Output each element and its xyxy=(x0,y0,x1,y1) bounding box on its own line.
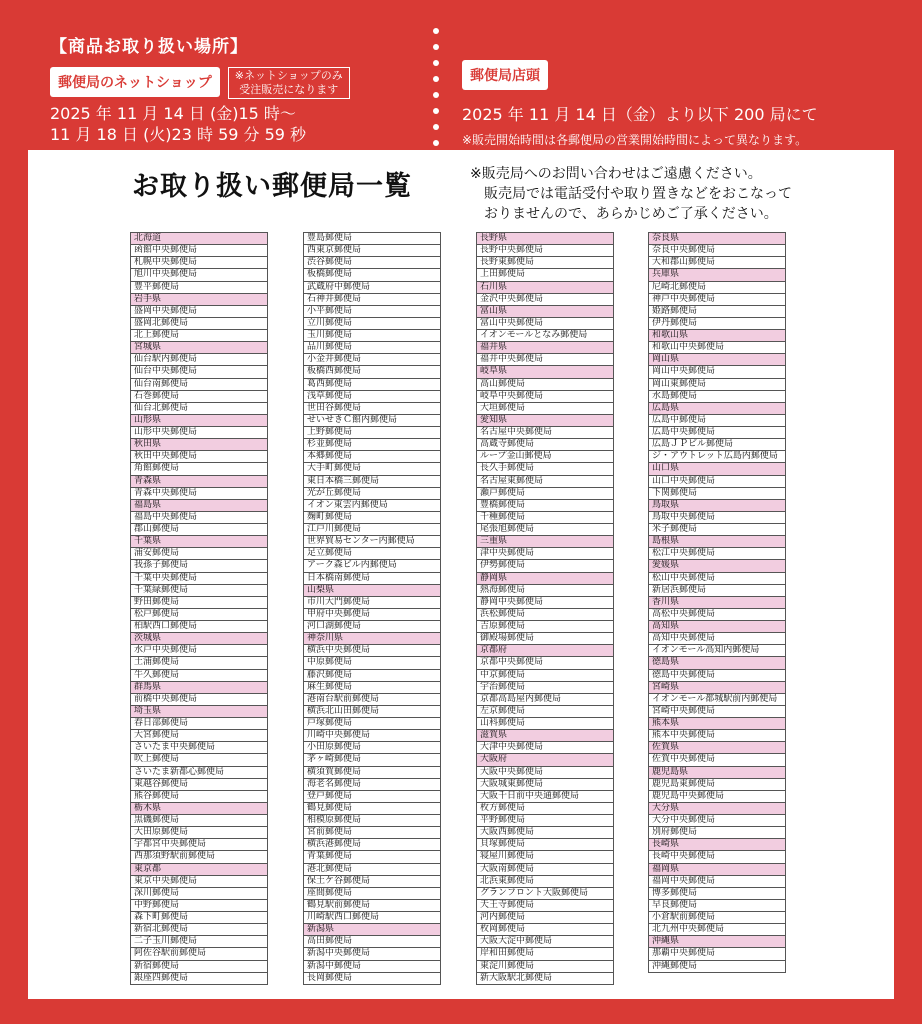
notice-line2: 販売局では電話受付や取り置きなどをおこなって xyxy=(484,186,792,202)
post-office-item: 那覇中央郵便局 xyxy=(648,948,786,960)
post-office-item: 和歌山中央郵便局 xyxy=(648,342,786,354)
post-office-item: 牛久郵便局 xyxy=(130,670,268,682)
post-office-item: 麻生郵便局 xyxy=(303,682,441,694)
store-date: 2025 年 11 月 14 日（金）より以下 200 局にて xyxy=(462,105,818,124)
post-office-item: 浅草郵便局 xyxy=(303,391,441,403)
post-office-item: 渋谷郵便局 xyxy=(303,257,441,269)
post-office-item: 柏駅西口郵便局 xyxy=(130,621,268,633)
post-office-item: 東淀川郵便局 xyxy=(476,961,614,973)
post-office-item: 仙台北郵便局 xyxy=(130,403,268,415)
post-office-item: 新宿郵便局 xyxy=(130,961,268,973)
post-office-item: 野田郵便局 xyxy=(130,597,268,609)
prefecture-header: 青森県 xyxy=(130,476,268,488)
prefecture-header: 静岡県 xyxy=(476,573,614,585)
post-office-item: 青森中央郵便局 xyxy=(130,488,268,500)
prefecture-header: 富山県 xyxy=(476,306,614,318)
post-office-item: 盛岡中央郵便局 xyxy=(130,306,268,318)
net-shop-note xyxy=(228,67,350,99)
prefecture-header: 北海道 xyxy=(130,233,268,245)
post-office-item: 函館中央郵便局 xyxy=(130,245,268,257)
post-office-item: 登戸郵便局 xyxy=(303,791,441,803)
post-office-item: 西那須野駅前郵便局 xyxy=(130,851,268,863)
prefecture-header: 高知県 xyxy=(648,621,786,633)
post-office-item: 小平郵便局 xyxy=(303,306,441,318)
post-office-item: 早良郵便局 xyxy=(648,900,786,912)
prefecture-header: 京都府 xyxy=(476,645,614,657)
post-office-item: 石神井郵便局 xyxy=(303,294,441,306)
prefecture-header: 熊本県 xyxy=(648,718,786,730)
post-office-item: 横須賀郵便局 xyxy=(303,767,441,779)
post-office-item: 郡山郵便局 xyxy=(130,524,268,536)
post-office-item: 二子玉川郵便局 xyxy=(130,936,268,948)
post-office-item: 光が丘郵便局 xyxy=(303,488,441,500)
post-office-item: 葛西郵便局 xyxy=(303,379,441,391)
prefecture-header: 大分県 xyxy=(648,803,786,815)
post-office-item: 浜松郵便局 xyxy=(476,609,614,621)
post-office-item: 富山中央郵便局 xyxy=(476,318,614,330)
prefecture-header: 愛知県 xyxy=(476,415,614,427)
post-office-item: 玉川郵便局 xyxy=(303,330,441,342)
post-office-item: せいせきＣ館内郵便局 xyxy=(303,415,441,427)
post-office-item: 伊丹郵便局 xyxy=(648,318,786,330)
prefecture-header: 茨城県 xyxy=(130,633,268,645)
post-office-item: 新居浜郵便局 xyxy=(648,585,786,597)
post-office-item: 寝屋川郵便局 xyxy=(476,851,614,863)
prefecture-header: 香川県 xyxy=(648,597,786,609)
store-date-note: ※販売開始時間は各郵便局の営業開始時間によって異なります。 xyxy=(462,133,808,147)
office-column-4 xyxy=(648,232,786,973)
post-office-item: 名古屋東郵便局 xyxy=(476,476,614,488)
post-office-item: 大阪南郵便局 xyxy=(476,864,614,876)
post-office-item: 枚岡郵便局 xyxy=(476,924,614,936)
post-office-item: 麹町郵便局 xyxy=(303,512,441,524)
post-office-item: 阿佐谷駅前郵便局 xyxy=(130,948,268,960)
post-office-item: 宮前郵便局 xyxy=(303,827,441,839)
post-office-item: 大阪中央郵便局 xyxy=(476,767,614,779)
prefecture-header: 栃木県 xyxy=(130,803,268,815)
post-office-item: 千葉中央郵便局 xyxy=(130,573,268,585)
section-title: 【商品お取り扱い場所】 xyxy=(50,37,248,57)
post-office-item: 豊平郵便局 xyxy=(130,282,268,294)
prefecture-header: 宮城県 xyxy=(130,342,268,354)
post-office-item: 大分中央郵便局 xyxy=(648,815,786,827)
net-shop-date-line2: 11 月 18 日 (火)23 時 59 分 59 秒 xyxy=(50,125,307,144)
post-office-item: 本郷郵便局 xyxy=(303,451,441,463)
post-office-item: 西東京郵便局 xyxy=(303,245,441,257)
post-office-item: 立川郵便局 xyxy=(303,318,441,330)
post-office-item: イオンモールとなみ郵便局 xyxy=(476,330,614,342)
post-office-item: 中原郵便局 xyxy=(303,657,441,669)
prefecture-header: 群馬県 xyxy=(130,682,268,694)
post-office-item: 奈良中央郵便局 xyxy=(648,245,786,257)
post-office-item: 千葉緑郵便局 xyxy=(130,585,268,597)
post-office-item: 佐賀中央郵便局 xyxy=(648,754,786,766)
post-office-item: 御殿場郵便局 xyxy=(476,633,614,645)
post-office-item: 伊勢郵便局 xyxy=(476,560,614,572)
post-office-item: 青葉郵便局 xyxy=(303,851,441,863)
post-office-item: 浦安郵便局 xyxy=(130,548,268,560)
post-office-item: 前橋中央郵便局 xyxy=(130,694,268,706)
post-office-item: 新潟中央郵便局 xyxy=(303,948,441,960)
header xyxy=(0,0,922,150)
post-office-item: 姫路郵便局 xyxy=(648,306,786,318)
post-office-item: 世田谷郵便局 xyxy=(303,403,441,415)
post-office-item: 世界貿易センター内郵便局 xyxy=(303,536,441,548)
page-title: お取り扱い郵便局一覧 xyxy=(132,171,412,202)
post-office-item: 横浜中央郵便局 xyxy=(303,645,441,657)
prefecture-header: 滋賀県 xyxy=(476,730,614,742)
post-office-item: 広島中央郵便局 xyxy=(648,427,786,439)
post-office-item: 福岡中央郵便局 xyxy=(648,876,786,888)
post-office-item: 東日本橋三郵便局 xyxy=(303,476,441,488)
dotted-divider xyxy=(433,28,441,156)
prefecture-header: 大阪府 xyxy=(476,754,614,766)
post-office-item: 銀座四郵便局 xyxy=(130,973,268,985)
net-shop-section xyxy=(50,32,420,145)
post-office-item: 上田郵便局 xyxy=(476,269,614,281)
prefecture-header: 千葉県 xyxy=(130,536,268,548)
post-office-item: 戸塚郵便局 xyxy=(303,718,441,730)
post-office-item: 長久手郵便局 xyxy=(476,463,614,475)
post-office-item: 金沢中央郵便局 xyxy=(476,294,614,306)
post-office-item: 角館郵便局 xyxy=(130,463,268,475)
post-office-item: 松江中央郵便局 xyxy=(648,548,786,560)
prefecture-header: 山形県 xyxy=(130,415,268,427)
post-office-item: 中京郵便局 xyxy=(476,670,614,682)
post-office-item: 秋田中央郵便局 xyxy=(130,451,268,463)
post-office-item: 横浜北山田郵便局 xyxy=(303,706,441,718)
post-office-item: 小金井郵便局 xyxy=(303,354,441,366)
post-office-item: 徳島中央郵便局 xyxy=(648,670,786,682)
post-office-item: ジ・アウトレット広島内郵便局 xyxy=(648,451,786,463)
post-office-item: 仙台駅内郵便局 xyxy=(130,354,268,366)
net-shop-note-line2: 受注販売になります xyxy=(239,83,339,96)
post-office-item: 岡山東郵便局 xyxy=(648,379,786,391)
post-office-item: 札幌中央郵便局 xyxy=(130,257,268,269)
post-office-item: 千種郵便局 xyxy=(476,512,614,524)
prefecture-header: 徳島県 xyxy=(648,657,786,669)
post-office-item: 河口湖郵便局 xyxy=(303,621,441,633)
post-office-item: 大阪城東郵便局 xyxy=(476,779,614,791)
post-office-item: 市川大門郵便局 xyxy=(303,597,441,609)
net-shop-date-line1: 2025 年 11 月 14 日 (金)15 時〜 xyxy=(50,104,296,123)
post-office-item: 熊本中央郵便局 xyxy=(648,730,786,742)
post-office-item: 宮崎中央郵便局 xyxy=(648,706,786,718)
prefecture-header: 新潟県 xyxy=(303,924,441,936)
prefecture-header: 山口県 xyxy=(648,463,786,475)
post-office-item: 河内郵便局 xyxy=(476,912,614,924)
post-office-item: 鶴見駅前郵便局 xyxy=(303,900,441,912)
post-office-item: イオンモール高知内郵便局 xyxy=(648,645,786,657)
post-office-item: 大阪西郵便局 xyxy=(476,827,614,839)
post-office-item: 北上郵便局 xyxy=(130,330,268,342)
post-office-item: 大阪大淀中郵便局 xyxy=(476,936,614,948)
post-office-item: 宇治郵便局 xyxy=(476,682,614,694)
prefecture-header: 三重県 xyxy=(476,536,614,548)
post-office-item: 東京中央郵便局 xyxy=(130,876,268,888)
post-office-item: イオン東雲内郵便局 xyxy=(303,500,441,512)
prefecture-header: 秋田県 xyxy=(130,439,268,451)
post-office-item: 名古屋中央郵便局 xyxy=(476,427,614,439)
prefecture-header: 福岡県 xyxy=(648,864,786,876)
post-office-item: 新大阪駅北郵便局 xyxy=(476,973,614,985)
prefecture-header: 石川県 xyxy=(476,282,614,294)
post-office-item: 高知中央郵便局 xyxy=(648,633,786,645)
prefecture-header: 広島県 xyxy=(648,403,786,415)
post-office-item: 小倉駅前郵便局 xyxy=(648,912,786,924)
post-office-item: 足立郵便局 xyxy=(303,548,441,560)
post-office-item: 大宮郵便局 xyxy=(130,730,268,742)
post-office-item: 長岡郵便局 xyxy=(303,973,441,985)
post-office-item: 下関郵便局 xyxy=(648,488,786,500)
prefecture-header: 兵庫県 xyxy=(648,269,786,281)
post-office-item: 相模原郵便局 xyxy=(303,815,441,827)
post-office-item: 尾張旭郵便局 xyxy=(476,524,614,536)
post-office-item: 茅ヶ崎郵便局 xyxy=(303,754,441,766)
post-office-item: 枚方郵便局 xyxy=(476,803,614,815)
post-office-item: 板橋郵便局 xyxy=(303,269,441,281)
prefecture-header: 岡山県 xyxy=(648,354,786,366)
post-office-item: 瀬戸郵便局 xyxy=(476,488,614,500)
post-office-item: 中野郵便局 xyxy=(130,900,268,912)
post-office-item: 大阪千日前中央通郵便局 xyxy=(476,791,614,803)
post-office-item: 横浜港郵便局 xyxy=(303,839,441,851)
prefecture-header: 和歌山県 xyxy=(648,330,786,342)
post-office-item: 藤沢郵便局 xyxy=(303,670,441,682)
post-office-item: 港北郵便局 xyxy=(303,864,441,876)
post-office-item: 高蔵寺郵便局 xyxy=(476,439,614,451)
post-office-item: 京都中央郵便局 xyxy=(476,657,614,669)
post-office-item: 盛岡北郵便局 xyxy=(130,318,268,330)
office-column-1 xyxy=(130,232,268,985)
prefecture-header: 愛媛県 xyxy=(648,560,786,572)
post-office-item: 黒磯郵便局 xyxy=(130,815,268,827)
prefecture-header: 東京都 xyxy=(130,864,268,876)
post-office-item: 仙台南郵便局 xyxy=(130,379,268,391)
prefecture-header: 岐阜県 xyxy=(476,366,614,378)
post-office-item: 日本橋南郵便局 xyxy=(303,573,441,585)
post-office-item: 長野中央郵便局 xyxy=(476,245,614,257)
post-office-item: 保土ケ谷郵便局 xyxy=(303,876,441,888)
post-office-item: 深川郵便局 xyxy=(130,888,268,900)
prefecture-header: 長野県 xyxy=(476,233,614,245)
post-office-item: 鹿児島東郵便局 xyxy=(648,779,786,791)
prefecture-header: 島根県 xyxy=(648,536,786,548)
post-office-item: さいたま中央郵便局 xyxy=(130,742,268,754)
net-shop-dates xyxy=(50,103,420,145)
post-office-item: 広島ＪＰビル郵便局 xyxy=(648,439,786,451)
post-office-item: 岐阜中央郵便局 xyxy=(476,391,614,403)
prefecture-header: 長崎県 xyxy=(648,839,786,851)
notice-line3: おりませんので、あらかじめご了承ください。 xyxy=(484,206,778,222)
post-office-item: 別府郵便局 xyxy=(648,827,786,839)
office-list-panel xyxy=(28,150,894,999)
post-office-item: 品川郵便局 xyxy=(303,342,441,354)
post-office-item: 川崎中央郵便局 xyxy=(303,730,441,742)
post-office-item: 岸和田郵便局 xyxy=(476,948,614,960)
post-office-item: 仙台中央郵便局 xyxy=(130,366,268,378)
post-office-item: 山形中央郵便局 xyxy=(130,427,268,439)
post-office-item: 左京郵便局 xyxy=(476,706,614,718)
post-office-item: 大津中央郵便局 xyxy=(476,742,614,754)
post-office-item: 東越谷郵便局 xyxy=(130,779,268,791)
post-office-item: 福島中央郵便局 xyxy=(130,512,268,524)
post-office-item: ループ金山郵便局 xyxy=(476,451,614,463)
post-office-item: 高松中央郵便局 xyxy=(648,609,786,621)
post-office-item: 甲府中央郵便局 xyxy=(303,609,441,621)
post-office-item: 座間郵便局 xyxy=(303,888,441,900)
post-office-item: 我孫子郵便局 xyxy=(130,560,268,572)
post-office-item: 熊谷郵便局 xyxy=(130,791,268,803)
prefecture-header: 福島県 xyxy=(130,500,268,512)
post-office-item: 武蔵府中郵便局 xyxy=(303,282,441,294)
post-office-item: 神戸中央郵便局 xyxy=(648,294,786,306)
prefecture-header: 埼玉県 xyxy=(130,706,268,718)
prefecture-header: 山梨県 xyxy=(303,585,441,597)
post-office-item: 新宿北郵便局 xyxy=(130,924,268,936)
notice-line1: ※販売局へのお問い合わせはご遠慮ください。 xyxy=(470,166,762,182)
store-section xyxy=(462,60,892,148)
post-office-item: 博多郵便局 xyxy=(648,888,786,900)
post-office-item: 北九州中央郵便局 xyxy=(648,924,786,936)
net-shop-note-line1: ※ネットショップのみ xyxy=(234,69,343,82)
post-office-item: 京都高島屋内郵便局 xyxy=(476,694,614,706)
post-office-item: 板橋西郵便局 xyxy=(303,366,441,378)
post-office-item: 松山中央郵便局 xyxy=(648,573,786,585)
post-office-item: 大和郡山郵便局 xyxy=(648,257,786,269)
post-office-item: 長崎中央郵便局 xyxy=(648,851,786,863)
post-office-item: 高田郵便局 xyxy=(303,936,441,948)
post-office-item: 水島郵便局 xyxy=(648,391,786,403)
post-office-item: グランフロント大阪郵便局 xyxy=(476,888,614,900)
store-label: 郵便局店頭 xyxy=(462,60,548,90)
prefecture-header: 沖縄県 xyxy=(648,936,786,948)
post-office-item: 石巻郵便局 xyxy=(130,391,268,403)
post-office-item: 平野郵便局 xyxy=(476,815,614,827)
post-office-item: 山口中央郵便局 xyxy=(648,476,786,488)
post-office-item: 春日部郵便局 xyxy=(130,718,268,730)
post-office-item: 吹上郵便局 xyxy=(130,754,268,766)
post-office-item: 上野郵便局 xyxy=(303,427,441,439)
post-office-item: 江戸川郵便局 xyxy=(303,524,441,536)
post-office-item: 新潟中郵便局 xyxy=(303,961,441,973)
post-office-item: 豊橋郵便局 xyxy=(476,500,614,512)
post-office-item: 山科郵便局 xyxy=(476,718,614,730)
post-office-item: 米子郵便局 xyxy=(648,524,786,536)
post-office-item: 大田原郵便局 xyxy=(130,827,268,839)
prefecture-header: 神奈川県 xyxy=(303,633,441,645)
prefecture-header: 佐賀県 xyxy=(648,742,786,754)
post-office-item: 松戸郵便局 xyxy=(130,609,268,621)
post-office-item: 大手町郵便局 xyxy=(303,463,441,475)
post-office-item: 長野東郵便局 xyxy=(476,257,614,269)
post-office-item: 岡山中央郵便局 xyxy=(648,366,786,378)
prefecture-header: 鹿児島県 xyxy=(648,767,786,779)
post-office-item: 尼崎北郵便局 xyxy=(648,282,786,294)
post-office-item: 土浦郵便局 xyxy=(130,657,268,669)
prefecture-header: 岩手県 xyxy=(130,294,268,306)
post-office-item: 吉原郵便局 xyxy=(476,621,614,633)
office-column-2 xyxy=(303,232,441,985)
post-office-item: 旭川中央郵便局 xyxy=(130,269,268,281)
prefecture-header: 奈良県 xyxy=(648,233,786,245)
post-office-item: イオンモール都城駅前内郵便局 xyxy=(648,694,786,706)
post-office-item: 高山郵便局 xyxy=(476,379,614,391)
post-office-item: 港南台駅前郵便局 xyxy=(303,694,441,706)
post-office-item: 森下町郵便局 xyxy=(130,912,268,924)
post-office-item: 宇都宮中央郵便局 xyxy=(130,839,268,851)
post-office-item: 北浜東郵便局 xyxy=(476,876,614,888)
post-office-item: 海老名郵便局 xyxy=(303,779,441,791)
net-shop-label: 郵便局のネットショップ xyxy=(50,67,220,97)
post-office-item: 福井中央郵便局 xyxy=(476,354,614,366)
post-office-item: 小田原郵便局 xyxy=(303,742,441,754)
post-office-item: 水戸中央郵便局 xyxy=(130,645,268,657)
post-office-item: 沖縄郵便局 xyxy=(648,961,786,973)
post-office-item: 津中央郵便局 xyxy=(476,548,614,560)
inquiry-notice xyxy=(470,164,792,224)
post-office-item: 鶴見郵便局 xyxy=(303,803,441,815)
post-office-item: 杉並郵便局 xyxy=(303,439,441,451)
post-office-item: 天王寺郵便局 xyxy=(476,900,614,912)
post-office-item: さいたま新都心郵便局 xyxy=(130,767,268,779)
prefecture-header: 宮崎県 xyxy=(648,682,786,694)
prefecture-header: 福井県 xyxy=(476,342,614,354)
post-office-item: 鹿児島中央郵便局 xyxy=(648,791,786,803)
post-office-item: 熱海郵便局 xyxy=(476,585,614,597)
office-column-3 xyxy=(476,232,614,985)
post-office-item: 豊島郵便局 xyxy=(303,233,441,245)
post-office-item: 鳥取中央郵便局 xyxy=(648,512,786,524)
post-office-item: 広島中郵便局 xyxy=(648,415,786,427)
post-office-item: アーク森ビル内郵便局 xyxy=(303,560,441,572)
post-office-item: 貝塚郵便局 xyxy=(476,839,614,851)
post-office-item: 静岡中央郵便局 xyxy=(476,597,614,609)
prefecture-header: 鳥取県 xyxy=(648,500,786,512)
post-office-item: 川崎駅西口郵便局 xyxy=(303,912,441,924)
post-office-item: 大垣郵便局 xyxy=(476,403,614,415)
